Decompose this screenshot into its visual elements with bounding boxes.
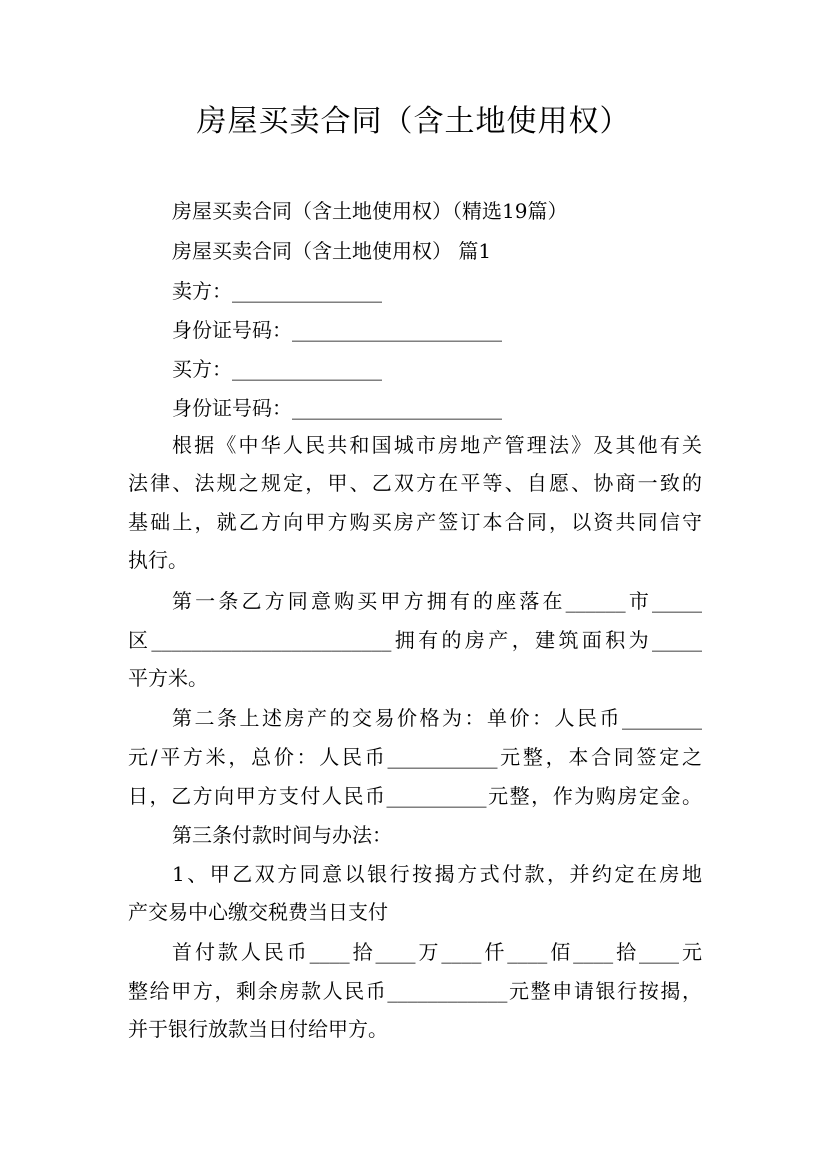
article-3-line: 产交易中心缴交税费当日支付	[128, 900, 388, 924]
article-1-line: 第一条乙方同意购买甲方拥有的座落在______市_____	[172, 589, 702, 613]
article-3-line: 1、甲乙双方同意以银行按揭方式付款，并约定在房地	[172, 862, 702, 886]
article-2-line: 第二条上述房产的交易价格为：单价：人民币________	[172, 706, 702, 730]
section-heading: 房屋买卖合同（含土地使用权） 篇1	[172, 239, 492, 263]
article-1-line: 平方米。	[128, 666, 208, 690]
paragraph-line: 根据《中华人民共和国城市房地产管理法》及其他有关	[172, 433, 702, 457]
paragraph-line: 法律、法规之规定，甲、乙双方在平等、自愿、协商一致的	[128, 471, 702, 495]
article-1-line: 区________________________拥有的房产，建筑面积为_____	[128, 628, 702, 652]
paragraph-line: 基础上，就乙方向甲方购买房产签订本合同，以资共同信守	[128, 510, 702, 534]
buyer-field: 买方：_______________	[172, 357, 382, 381]
article-3-heading: 第三条付款时间与办法：	[172, 823, 392, 847]
article-2-line: 元/平方米，总价：人民币___________元整，本合同签定之	[128, 745, 702, 769]
seller-id-field: 身份证号码：_____________________	[172, 318, 502, 342]
article-2-line: 日，乙方向甲方支付人民币__________元整，作为购房定金。	[128, 784, 702, 808]
article-3-line: 首付款人民币____拾____万____仟____佰____拾____元	[172, 940, 702, 964]
paragraph-line: 执行。	[128, 548, 188, 572]
subtitle-line: 房屋买卖合同（含土地使用权）（精选19篇）	[172, 199, 568, 223]
buyer-id-field: 身份证号码：_____________________	[172, 396, 502, 420]
article-3-line: 整给甲方，剩余房款人民币____________元整申请银行按揭，	[128, 979, 702, 1003]
article-3-line: 并于银行放款当日付给甲方。	[128, 1017, 388, 1041]
seller-field: 卖方：_______________	[172, 279, 382, 303]
document-title: 房屋买卖合同（含土地使用权）	[196, 104, 631, 139]
